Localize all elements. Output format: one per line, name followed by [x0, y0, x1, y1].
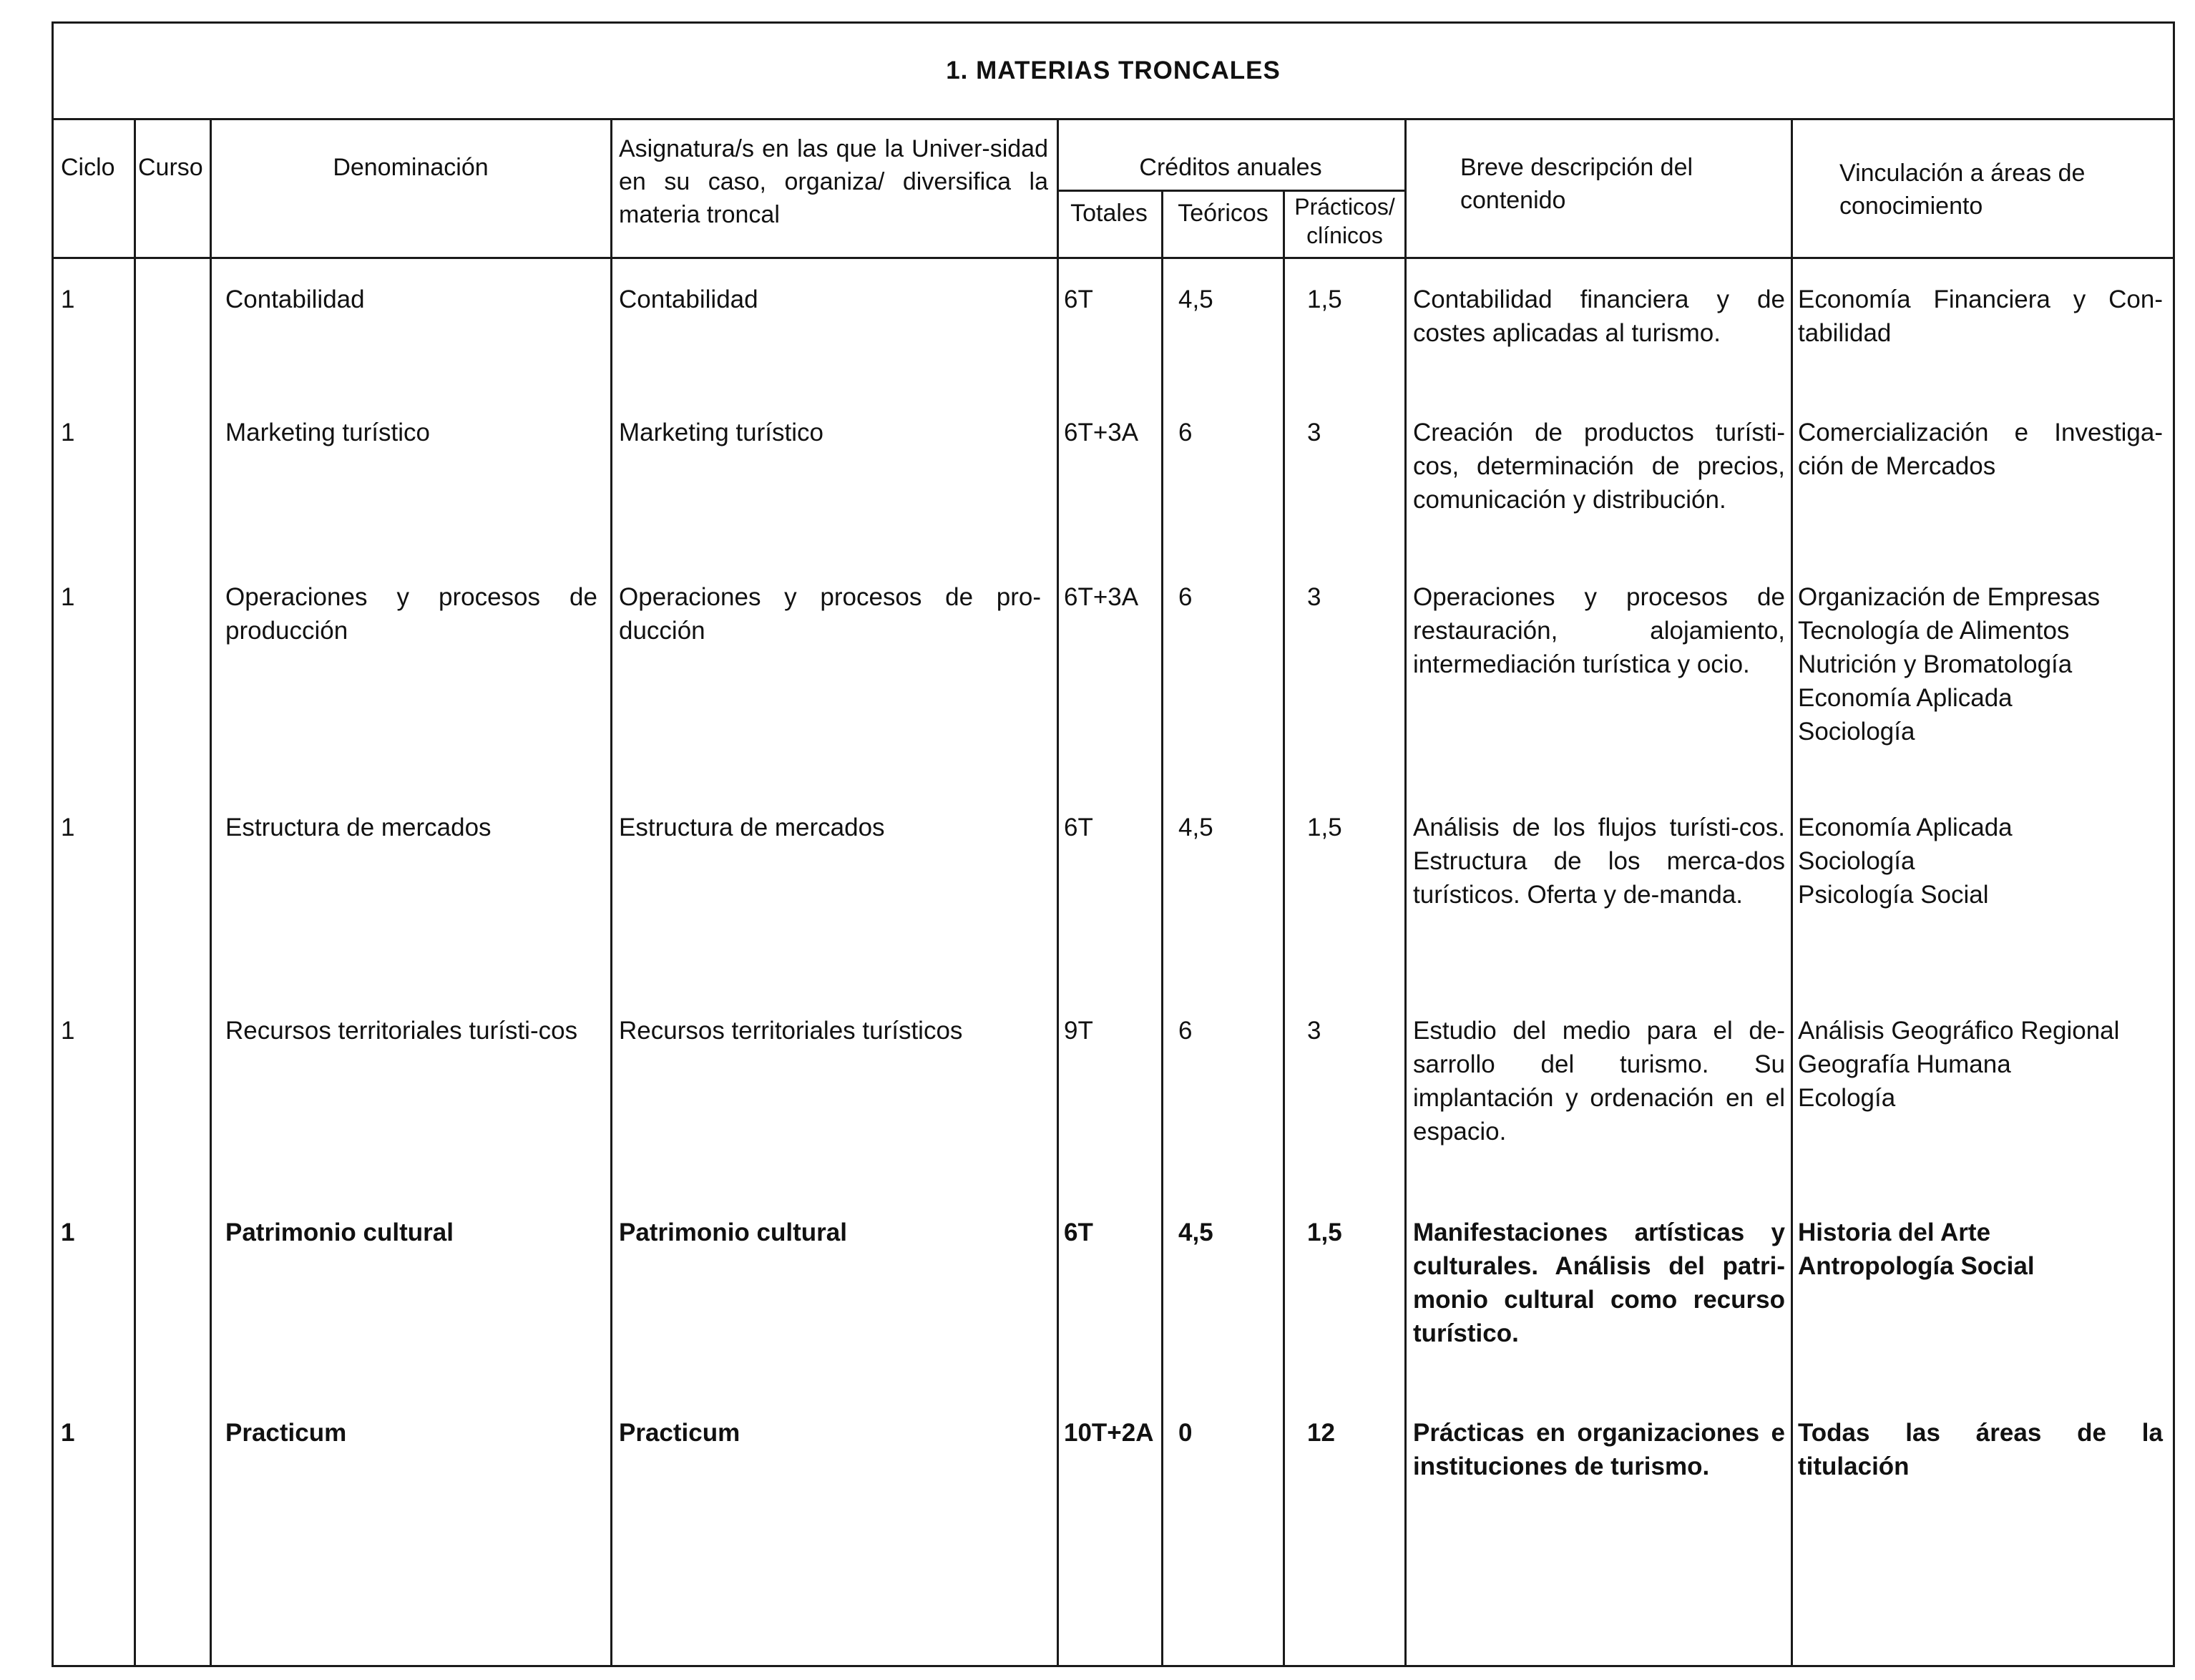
header-practicos-clinicos: Prácticos/ clínicos [1294, 194, 1395, 248]
cell-asignatura: Operaciones y procesos de pro-ducción [619, 583, 1041, 645]
cell-asignatura: Recursos territoriales turísticos [619, 1017, 963, 1045]
column-divider [1404, 118, 1407, 1665]
cell-descripcion: Estudio del medio para el de-sarrollo del turismo. Su implantación y ordenación en el espacio. [1413, 1017, 1785, 1146]
creditos-subheader-rule [1057, 190, 1404, 192]
cell-totales: 6T+3A [1064, 583, 1139, 611]
cell-ciclo: 1 [61, 1219, 75, 1246]
cell-denominacion: Recursos territoriales turísti-cos [225, 1017, 578, 1045]
header-denominacion: Denominación [333, 154, 489, 181]
column-divider [610, 118, 612, 1665]
cell-practicos: 12 [1307, 1419, 1335, 1447]
cell-asignatura: Marketing turístico [619, 419, 823, 446]
cell-vinculacion: Análisis Geográfico Regional Geografía Humana Ecología [1798, 1017, 2120, 1112]
table-title: 1. MATERIAS TRONCALES [54, 24, 2173, 120]
cell-teoricos: 6 [1178, 419, 1193, 446]
cell-asignatura: Practicum [619, 1419, 740, 1447]
cell-practicos: 3 [1307, 583, 1321, 611]
cell-asignatura: Patrimonio cultural [619, 1219, 847, 1246]
cell-denominacion: Estructura de mercados [225, 814, 492, 841]
cell-practicos: 1,5 [1307, 1219, 1342, 1246]
cell-vinculacion: Organización de Empresas Tecnología de Alimentos Nutrición y Bromatología Economía Aplicada Sociología [1798, 583, 2101, 746]
column-divider [1283, 190, 1285, 1665]
cell-ciclo: 1 [61, 419, 75, 446]
cell-practicos: 3 [1307, 419, 1321, 446]
header-totales: Totales [1070, 200, 1148, 227]
cell-denominacion: Patrimonio cultural [225, 1219, 454, 1246]
header-asignatura: Asignatura/s en las que la Univer-sidad en su caso, organiza/ diversifica la materia troncal [619, 135, 1048, 228]
cell-teoricos: 6 [1178, 583, 1193, 611]
header-bottom-rule [54, 257, 2173, 259]
cell-vinculacion: Economía Financiera y Con-tabilidad [1798, 285, 2163, 347]
cell-teoricos: 4,5 [1178, 285, 1213, 313]
cell-teoricos: 6 [1178, 1017, 1193, 1045]
cell-asignatura: Contabilidad [619, 285, 758, 313]
cell-ciclo: 1 [61, 285, 75, 313]
cell-ciclo: 1 [61, 814, 75, 841]
cell-vinculacion: Historia del Arte Antropología Social [1798, 1219, 2035, 1280]
cell-ciclo: 1 [61, 1419, 75, 1447]
cell-totales: 9T [1064, 1017, 1093, 1045]
cell-descripcion: Contabilidad financiera y de costes aplicadas al turismo. [1413, 285, 1785, 347]
cell-descripcion: Manifestaciones artísticas y culturales. Análisis del patri-monio cultural como recurso turístico. [1413, 1219, 1785, 1347]
cell-denominacion: Contabilidad [225, 285, 365, 313]
cell-ciclo: 1 [61, 1017, 75, 1045]
cell-descripcion: Creación de productos turísti-cos, determinación de precios, comunicación y distribución. [1413, 419, 1785, 514]
cell-asignatura: Estructura de mercados [619, 814, 885, 841]
header-breve-descripcion: Breve descripción del contenido [1460, 154, 1693, 214]
cell-denominacion: Marketing turístico [225, 419, 430, 446]
cell-totales: 10T+2A [1064, 1419, 1154, 1447]
cell-totales: 6T [1064, 285, 1093, 313]
cell-descripcion: Operaciones y procesos de restauración, alojamiento, intermediación turística y ocio. [1413, 583, 1785, 678]
cell-totales: 6T [1064, 814, 1093, 841]
column-divider [1791, 118, 1793, 1665]
cell-ciclo: 1 [61, 583, 75, 611]
cell-practicos: 1,5 [1307, 814, 1342, 841]
column-divider [1161, 190, 1163, 1665]
cell-practicos: 1,5 [1307, 285, 1342, 313]
cell-practicos: 3 [1307, 1017, 1321, 1045]
header-vinculacion: Vinculación a áreas de conocimiento [1839, 160, 2086, 220]
materias-troncales-table [52, 21, 2175, 1667]
cell-descripcion: Prácticas en organizaciones e instituciones de turismo. [1413, 1419, 1785, 1480]
header-curso: Curso [138, 154, 203, 181]
cell-totales: 6T+3A [1064, 419, 1139, 446]
cell-teoricos: 4,5 [1178, 1219, 1213, 1246]
cell-teoricos: 0 [1178, 1419, 1193, 1447]
cell-denominacion: Practicum [225, 1419, 347, 1447]
column-divider [134, 118, 136, 1665]
cell-vinculacion: Todas las áreas de la titulación [1798, 1419, 2163, 1480]
header-teoricos: Teóricos [1178, 200, 1268, 227]
cell-denominacion: Operaciones y procesos de producción [225, 583, 597, 645]
column-divider [1057, 118, 1059, 1665]
cell-totales: 6T [1064, 1219, 1093, 1246]
cell-vinculacion: Comercialización e Investiga-ción de Mercados [1798, 419, 2163, 480]
cell-descripcion: Análisis de los flujos turísti-cos. Estructura de los merca-dos turísticos. Oferta y de-manda. [1413, 814, 1785, 909]
header-creditos-anuales: Créditos anuales [1139, 154, 1322, 181]
cell-vinculacion: Economía Aplicada Sociología Psicología Social [1798, 814, 2013, 909]
cell-teoricos: 4,5 [1178, 814, 1213, 841]
column-divider [210, 118, 212, 1665]
header-ciclo: Ciclo [61, 154, 115, 181]
